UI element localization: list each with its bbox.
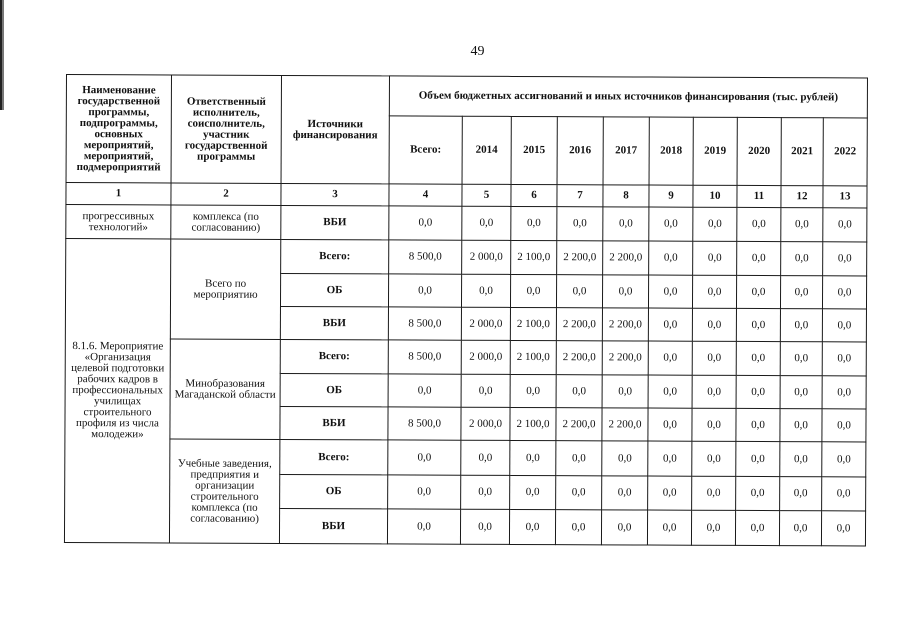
- value-cell: 0,0: [388, 440, 461, 475]
- value-cell: 0,0: [780, 409, 822, 442]
- value-cell: 0,0: [510, 274, 556, 307]
- value-cell: 0,0: [601, 510, 647, 545]
- value-cell: 2 200,0: [602, 341, 648, 375]
- value-cell: 0,0: [780, 376, 822, 409]
- value-cell: 0,0: [556, 375, 602, 408]
- value-cell: 0,0: [692, 408, 736, 441]
- value-cell: 2 000,0: [461, 407, 510, 440]
- header-year: 2014: [462, 116, 511, 184]
- continuation-name: прогрессивных технологий»: [66, 205, 171, 239]
- value-cell: 0,0: [780, 309, 822, 342]
- column-index: 4: [389, 184, 462, 206]
- value-cell: 0,0: [691, 510, 735, 545]
- value-cell: 0,0: [460, 509, 509, 544]
- value-cell: 0,0: [461, 475, 510, 509]
- value-cell: 0,0: [462, 206, 511, 240]
- value-cell: 2 200,0: [556, 341, 602, 375]
- value-cell: 0,0: [648, 275, 692, 308]
- source-cell: ВБИ: [279, 508, 387, 543]
- continuation-responsible: комплекса (по согласованию): [171, 205, 281, 239]
- value-cell: 2 100,0: [510, 307, 556, 340]
- value-cell: 0,0: [780, 477, 822, 511]
- column-index: 10: [693, 185, 737, 207]
- value-cell: 0,0: [649, 207, 693, 241]
- column-index: 2: [171, 183, 281, 205]
- value-cell: 2 000,0: [461, 307, 510, 340]
- column-index: 13: [823, 186, 867, 208]
- table-row: [66, 239, 867, 276]
- value-cell: 0,0: [822, 376, 866, 409]
- value-cell: 0,0: [737, 207, 781, 241]
- value-cell: 0,0: [822, 477, 866, 511]
- value-cell: 0,0: [555, 510, 601, 545]
- value-cell: 0,0: [602, 476, 648, 510]
- value-cell: 2 100,0: [510, 340, 556, 374]
- value-cell: 0,0: [821, 511, 865, 546]
- value-cell: 0,0: [648, 476, 692, 510]
- column-index: 1: [66, 183, 171, 205]
- value-cell: 0,0: [602, 441, 648, 476]
- value-cell: 0,0: [822, 276, 866, 309]
- value-cell: 0,0: [511, 206, 557, 240]
- column-index: 9: [649, 185, 693, 207]
- value-cell: 0,0: [556, 441, 602, 476]
- header-name: Наименование государственной программы, подпрограммы, основных мероприятий, мероприятий, подмероприятий: [66, 75, 171, 183]
- header-year: 2022: [823, 118, 867, 186]
- column-index: 5: [462, 184, 511, 206]
- value-cell: 0,0: [822, 442, 866, 477]
- column-index: 6: [511, 184, 557, 206]
- header-row-top: [66, 75, 867, 118]
- value-cell: 0,0: [510, 374, 556, 407]
- value-cell: 0,0: [779, 511, 821, 546]
- value-cell: 0,0: [510, 475, 556, 509]
- value-cell: 0,0: [602, 375, 648, 408]
- header-year: 2017: [603, 117, 649, 185]
- page-number: 49: [470, 44, 485, 59]
- value-cell: 0,0: [557, 207, 603, 241]
- responsible-cell: Всего по мероприятию: [170, 239, 280, 339]
- value-cell: 2 000,0: [461, 340, 510, 374]
- column-index: 3: [281, 183, 389, 205]
- table-row: [65, 338, 866, 375]
- value-cell: 0,0: [780, 276, 822, 309]
- source-cell: Всего:: [281, 239, 389, 273]
- value-cell: 2 100,0: [511, 240, 557, 274]
- source-cell: ВБИ: [281, 205, 389, 239]
- value-cell: 0,0: [692, 476, 736, 510]
- value-cell: 0,0: [736, 476, 780, 510]
- value-cell: 0,0: [780, 342, 822, 376]
- value-cell: 8 500,0: [388, 407, 461, 440]
- header-responsible: Ответственный исполнитель, соисполнитель, участник государственной программы: [171, 75, 281, 183]
- value-cell: 0,0: [692, 341, 736, 375]
- source-cell: Всего:: [280, 439, 388, 474]
- value-cell: 8 500,0: [388, 340, 461, 374]
- column-index: 7: [557, 185, 603, 207]
- responsible-cell: Минобразования Магаданской области: [170, 339, 280, 439]
- header-funding-group: Объем бюджетных ассигнований и иных источников финансирования (тыс. рублей): [389, 76, 867, 118]
- source-cell: ВБИ: [280, 306, 388, 339]
- value-cell: 0,0: [461, 274, 510, 307]
- header-year: 2015: [511, 116, 557, 184]
- value-cell: 0,0: [648, 408, 692, 441]
- value-cell: 0,0: [648, 441, 692, 476]
- header-year: 2019: [693, 117, 737, 185]
- value-cell: 2 200,0: [602, 408, 648, 441]
- value-cell: 0,0: [388, 374, 461, 407]
- value-cell: 0,0: [736, 441, 780, 476]
- column-index: 8: [603, 185, 649, 207]
- value-cell: 0,0: [781, 242, 823, 276]
- value-cell: 2 000,0: [462, 240, 511, 274]
- value-cell: 0,0: [556, 476, 602, 510]
- table-row: [66, 205, 867, 242]
- header-sources: Источники финансирования: [281, 75, 389, 183]
- value-cell: 0,0: [736, 275, 780, 308]
- source-cell: Всего:: [280, 339, 388, 373]
- value-cell: 0,0: [509, 509, 555, 544]
- value-cell: 0,0: [648, 341, 692, 375]
- value-cell: 8 500,0: [388, 307, 461, 340]
- header-total: Всего:: [389, 116, 462, 184]
- value-cell: 2 200,0: [603, 241, 649, 275]
- source-cell: ОБ: [280, 373, 388, 406]
- value-cell: 0,0: [510, 440, 556, 475]
- activity-name: 8.1.6. Мероприятие «Организация целевой подготовки рабочих кадров в профессиональных училищах строительного профиля из числа молодежи»: [64, 239, 170, 543]
- value-cell: 0,0: [781, 208, 823, 242]
- value-cell: 0,0: [780, 442, 822, 477]
- value-cell: 0,0: [556, 275, 602, 308]
- value-cell: 0,0: [692, 308, 736, 341]
- value-cell: 0,0: [823, 242, 867, 276]
- value-cell: 0,0: [823, 208, 867, 242]
- value-cell: 0,0: [822, 309, 866, 342]
- value-cell: 8 500,0: [389, 240, 462, 274]
- value-cell: 0,0: [387, 509, 460, 544]
- source-cell: ВБИ: [280, 406, 388, 439]
- value-cell: 0,0: [735, 510, 779, 545]
- value-cell: 0,0: [692, 275, 736, 308]
- value-cell: 0,0: [461, 440, 510, 475]
- source-cell: ОБ: [280, 474, 388, 508]
- value-cell: 0,0: [736, 375, 780, 408]
- value-cell: 0,0: [693, 207, 737, 241]
- value-cell: 0,0: [692, 441, 736, 476]
- value-cell: 0,0: [603, 207, 649, 241]
- responsible-cell: Учебные заведения, предприятия и организации строительного комплекса (по согласованию): [169, 439, 279, 543]
- source-cell: ОБ: [280, 273, 388, 306]
- column-index: 11: [737, 185, 781, 207]
- value-cell: 0,0: [736, 341, 780, 375]
- header-year: 2016: [557, 117, 603, 185]
- header-year: 2020: [737, 117, 781, 185]
- value-cell: 0,0: [648, 375, 692, 408]
- value-cell: 2 200,0: [557, 241, 603, 275]
- value-cell: 0,0: [822, 409, 866, 442]
- budget-table: [64, 74, 868, 546]
- value-cell: 0,0: [737, 241, 781, 275]
- value-cell: 0,0: [692, 375, 736, 408]
- value-cell: 0,0: [389, 206, 462, 240]
- header-year: 2018: [649, 117, 693, 185]
- column-index: 12: [781, 186, 823, 208]
- value-cell: 0,0: [647, 510, 691, 545]
- value-cell: 0,0: [822, 342, 866, 376]
- value-cell: 2 200,0: [602, 308, 648, 341]
- value-cell: 2 100,0: [510, 407, 556, 440]
- value-cell: 0,0: [649, 241, 693, 275]
- value-cell: 0,0: [693, 241, 737, 275]
- header-year: 2021: [781, 118, 823, 186]
- value-cell: 0,0: [736, 308, 780, 341]
- value-cell: 0,0: [736, 408, 780, 441]
- value-cell: 2 200,0: [556, 408, 602, 441]
- value-cell: 0,0: [648, 308, 692, 341]
- value-cell: 0,0: [388, 475, 461, 509]
- table-row: [65, 438, 866, 476]
- value-cell: 2 200,0: [556, 308, 602, 341]
- value-cell: 0,0: [461, 374, 510, 407]
- value-cell: 0,0: [602, 275, 648, 308]
- value-cell: 0,0: [388, 274, 461, 307]
